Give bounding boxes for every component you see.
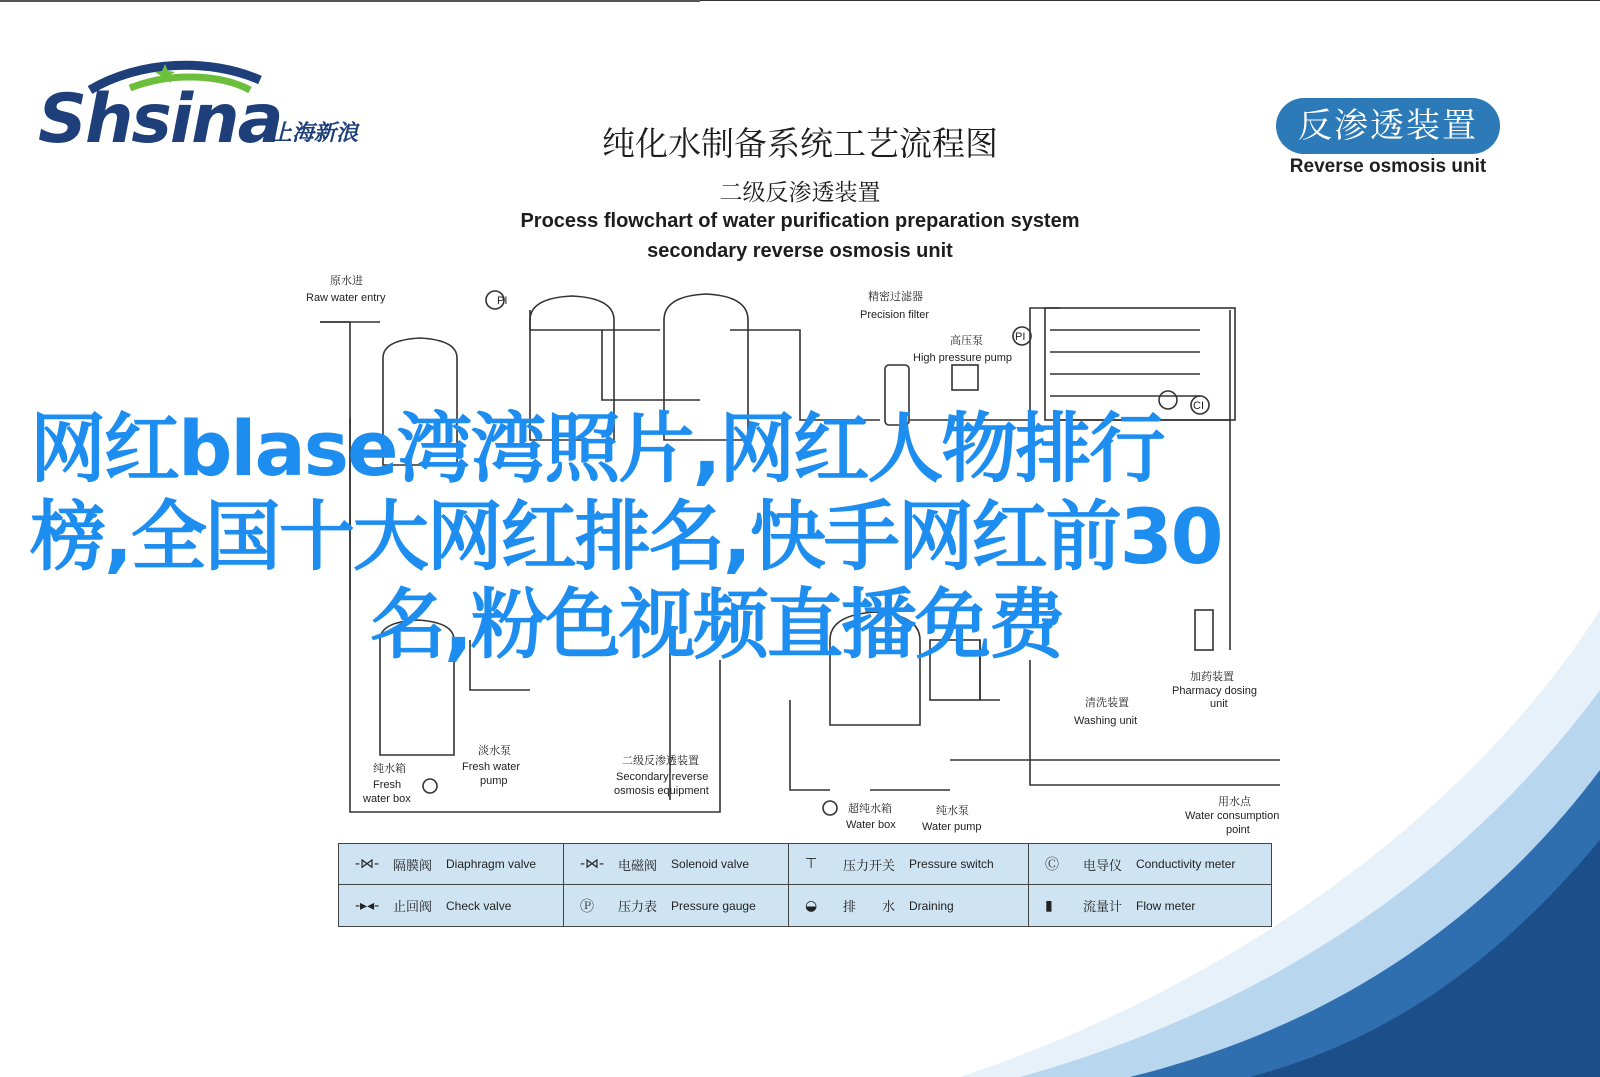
legend-symbol-icon: -⋈-	[580, 856, 605, 872]
fresh-box-en2: water box	[363, 793, 411, 805]
fresh-pump-en2: pump	[480, 775, 508, 787]
legend-item	[564, 885, 789, 926]
overlay-headline[interactable]	[30, 405, 1450, 669]
pharm-cn: 加药装置	[1190, 670, 1234, 683]
high-pressure-pump	[952, 365, 978, 390]
legend-label-cn: 电磁阀	[618, 858, 658, 874]
pharm-en1: Pharmacy dosing	[1172, 685, 1257, 697]
legend-item	[564, 844, 789, 885]
title-chinese: 纯化水制备系统工艺流程图	[602, 124, 998, 163]
legend-label-cn: 压力表	[618, 900, 658, 915]
fresh-box-en1: Fresh	[373, 779, 402, 791]
wp-cn: 纯水泵	[936, 804, 969, 817]
overlay-line-3[interactable]: 名,粉色视频直播免费	[370, 580, 1063, 669]
fresh-water-pump	[423, 779, 437, 793]
hpp-en: High pressure pump	[913, 352, 1013, 364]
fresh-pump-en1: Fresh water	[462, 761, 521, 773]
wash-cn: 清洗装置	[1085, 696, 1129, 709]
pharm-en2: unit	[1210, 698, 1228, 710]
sec-cn: 二级反渗透装置	[622, 754, 699, 767]
legend-label-en: Flow meter	[1136, 898, 1196, 913]
legend-label-cn: 止回阀	[393, 900, 433, 915]
legend-symbol-icon: ⊤	[805, 856, 818, 872]
wb-en: Water box	[846, 819, 896, 831]
legend-label-en: Diaphragm valve	[446, 857, 537, 871]
precision-cn: 精密过滤器	[868, 290, 923, 303]
legend-label-cn: 压力开关	[843, 858, 896, 874]
fresh-box-cn: 纯水箱	[373, 762, 406, 775]
legend-label-en: Conductivity meter	[1136, 857, 1236, 871]
pipe-wash-loop	[1030, 660, 1280, 785]
legend-symbol-icon: ▮	[1045, 897, 1053, 914]
wp-en: Water pump	[922, 821, 982, 833]
legend-label-cn: 排 水	[843, 900, 896, 915]
legend-label-en: Pressure switch	[909, 857, 994, 871]
legend-symbol-icon: Ⓒ	[1045, 857, 1059, 873]
water-pump	[823, 801, 837, 815]
sec-en1: Secondary reverse	[616, 771, 709, 783]
legend-symbol-icon: -⋈-	[355, 856, 380, 872]
legend-label-cn: 隔膜阀	[393, 858, 433, 874]
hpp-cn: 高压泵	[950, 334, 983, 347]
overlay-line-1[interactable]: 网红blase湾湾照片,网红人物排行	[30, 404, 1164, 493]
legend-label-cn: 电导仪	[1083, 858, 1123, 874]
title-english: Process flowchart of water purification preparation system	[520, 210, 1080, 232]
subtitle-chinese: 二级反渗透装置	[719, 180, 881, 206]
use-en1: Water consumption	[1185, 810, 1280, 822]
pi-label-1: PI	[497, 295, 508, 307]
legend-item	[339, 885, 564, 926]
legend-label-en: Solenoid valve	[671, 857, 750, 871]
legend-label-en: Pressure gauge	[671, 898, 756, 913]
pipe-top-header	[530, 310, 660, 330]
legend-symbol-icon: -▸◂-	[355, 897, 380, 914]
logo-chinese: 上海新浪	[270, 121, 359, 146]
pi-label-2: PI	[1015, 331, 1026, 343]
subtitle-english: secondary reverse osmosis unit	[647, 240, 953, 262]
legend-item	[789, 844, 1029, 885]
legend-item	[1029, 885, 1271, 926]
precision-en: Precision filter	[860, 309, 930, 321]
symbol-legend	[338, 843, 1272, 927]
overlay-line-2[interactable]: 榜,全国十大网红排名,快手网红前30	[30, 492, 1222, 581]
pipe-waterbox-link	[790, 700, 830, 790]
ro-badge-subtitle: Reverse osmosis unit	[1289, 156, 1487, 177]
legend-label-en: Check valve	[446, 898, 512, 913]
raw-entry-cn: 原水进	[330, 274, 363, 287]
legend-item	[789, 885, 1029, 926]
legend-item	[1029, 844, 1271, 885]
logo-wordmark: Shsina	[38, 80, 282, 159]
fresh-pump-cn: 淡水泵	[478, 744, 511, 757]
legend-label-en: Draining	[909, 898, 954, 913]
wb-cn: 超纯水箱	[848, 802, 892, 815]
legend-item	[339, 844, 564, 885]
legend-label-cn: 流量计	[1083, 900, 1123, 915]
ci-label: CI	[1193, 400, 1204, 412]
pipe-filter-link	[602, 330, 700, 400]
ro-badge: 反渗透装置	[1276, 98, 1500, 154]
use-cn: 用水点	[1218, 795, 1251, 808]
legend-symbol-icon: Ⓟ	[580, 898, 594, 915]
legend-symbol-icon: ◒	[805, 897, 818, 914]
raw-entry-en: Raw water entry	[306, 292, 386, 304]
sec-en2: osmosis equipment	[614, 785, 709, 797]
use-en2: point	[1226, 824, 1250, 836]
wash-en: Washing unit	[1074, 715, 1138, 727]
